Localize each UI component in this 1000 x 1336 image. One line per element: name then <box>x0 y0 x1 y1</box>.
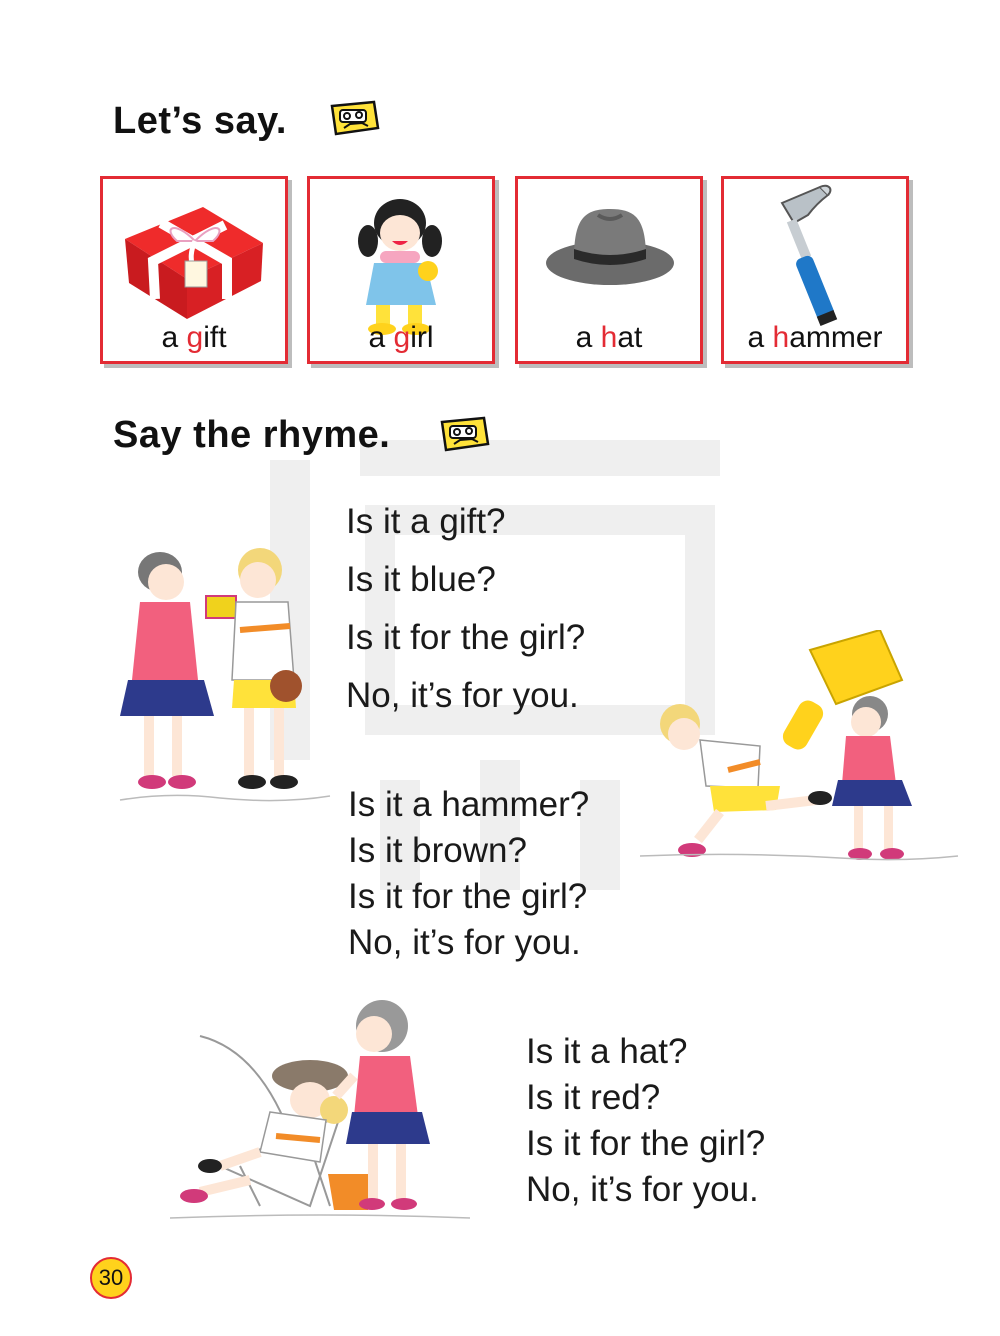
card-label: a hammer <box>747 321 883 354</box>
card-label: a hat <box>575 321 643 354</box>
rhyme-line: No, it’s for you. <box>348 923 581 962</box>
rhyme-line: Is it a gift? <box>346 502 506 541</box>
rhyme-line: Is it blue? <box>346 560 496 599</box>
illustration-hat-scene <box>160 996 480 1226</box>
vocab-card-hammer[interactable] <box>721 176 909 364</box>
illustration-gift-scene <box>110 530 340 810</box>
rhyme-stanza-1 <box>346 502 585 734</box>
vocab-card-gift[interactable] <box>100 176 288 364</box>
vocab-card-hat[interactable] <box>515 176 703 364</box>
rhyme-stanza-2 <box>348 785 589 969</box>
rhyme-line: Is it a hammer? <box>348 785 590 824</box>
section-title-lets-say: Let’s say. <box>113 100 287 142</box>
rhyme-line: Is it for the girl? <box>346 618 586 657</box>
rhyme-line: Is it red? <box>526 1078 661 1117</box>
rhyme-line: Is it for the girl? <box>526 1124 766 1163</box>
rhyme-line: Is it brown? <box>348 831 527 870</box>
rhyme-line: Is it a hat? <box>526 1032 688 1071</box>
cassette-tape-icon[interactable] <box>328 98 382 138</box>
section-title-say-the-rhyme: Say the rhyme. <box>113 414 391 456</box>
rhyme-stanza-3 <box>526 1032 765 1216</box>
card-label: a gift <box>161 321 227 354</box>
rhyme-line: No, it’s for you. <box>346 676 579 715</box>
rhyme-line: No, it’s for you. <box>526 1170 759 1209</box>
vocab-card-girl[interactable] <box>307 176 495 364</box>
page-number: 30 <box>90 1257 132 1299</box>
card-label: a girl <box>368 321 434 354</box>
illustration-hammer-scene <box>640 630 960 870</box>
cassette-tape-icon[interactable] <box>438 414 492 454</box>
rhyme-line: Is it for the girl? <box>348 877 588 916</box>
